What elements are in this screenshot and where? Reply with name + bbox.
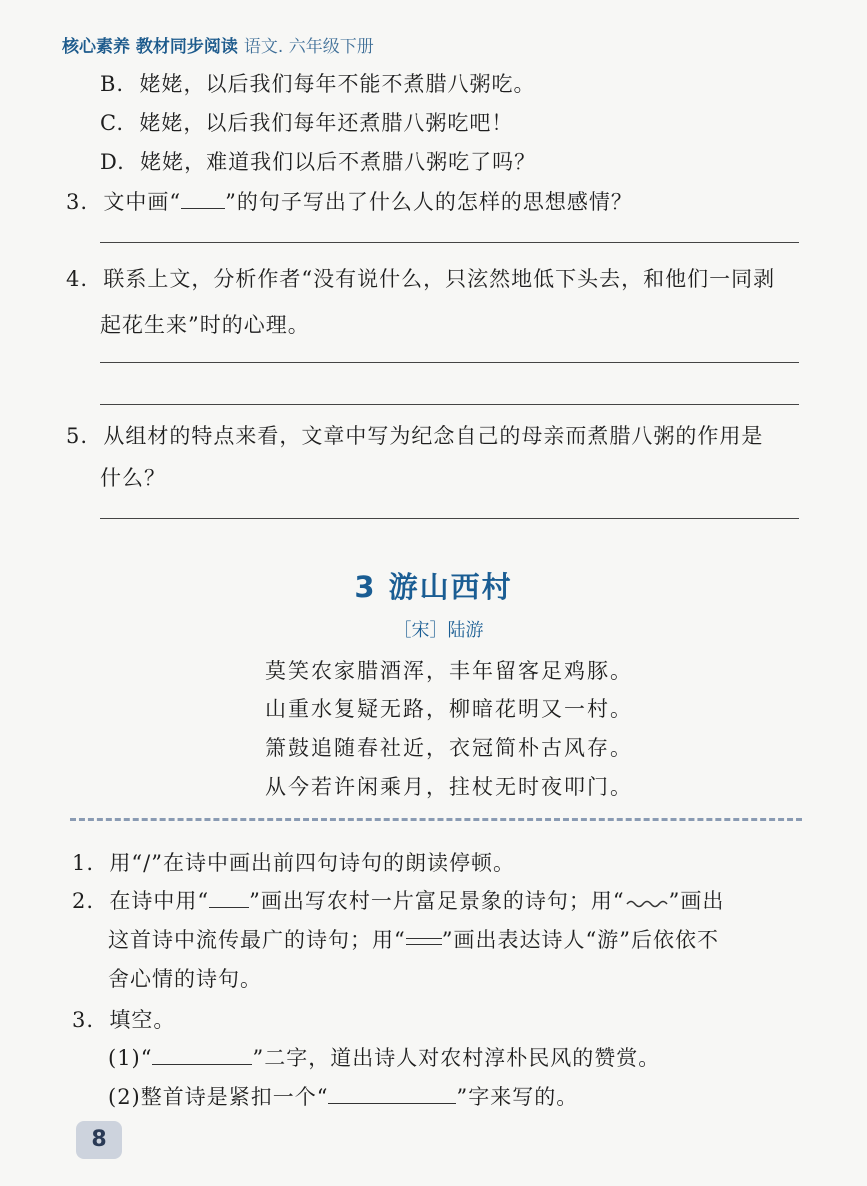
question-3-sub-1: (1)“ ”二字，道出诗人对农村淳朴民风的赞赏。 <box>108 1046 661 1070</box>
subject-grade: 语文. 六年级下册 <box>243 37 374 57</box>
poem-line: 从今若许闲乘月，拄杖无时夜叩门。 <box>265 775 633 799</box>
question-3: 3. 填空。 <box>72 1008 176 1032</box>
prev-question-4-cont: 起花生来”时的心理。 <box>100 313 310 337</box>
wavy-line-mark <box>625 896 669 910</box>
answer-line[interactable] <box>100 404 799 405</box>
question-3-sub-2: (2)整首诗是紧扣一个“ ”字来写的。 <box>108 1085 579 1109</box>
fill-blank[interactable] <box>328 1102 456 1104</box>
fill-blank[interactable] <box>152 1063 252 1065</box>
page-number: 8 <box>76 1121 122 1159</box>
question-2: 2. 在诗中用“ ”画出写农村一片富足景象的诗句；用“ ”画出 <box>72 889 725 913</box>
poem-title: 3 游山西村 <box>354 570 513 604</box>
prev-question-5: 5. 从组材的特点来看，文章中写为纪念自己的母亲而煮腊八粥的作用是 <box>66 424 764 448</box>
option-d: D. 姥姥，难道我们以后不煮腊八粥吃了吗？ <box>100 150 537 174</box>
prev-question-5-cont: 什么？ <box>100 466 166 490</box>
question-2-cont: 这首诗中流传最广的诗句；用“ ”画出表达诗人“游”后依依不 <box>108 928 719 952</box>
answer-line[interactable] <box>100 362 799 363</box>
option-c: C. 姥姥，以后我们每年还煮腊八粥吃吧！ <box>100 111 514 135</box>
question-2-cont2: 舍心情的诗句。 <box>108 967 262 991</box>
underline-mark <box>181 207 225 209</box>
option-b: B. 姥姥，以后我们每年不能不煮腊八粥吃。 <box>100 72 536 96</box>
question-1: 1. 用“/”在诗中画出前四句诗句的朗读停顿。 <box>72 851 515 875</box>
poem-line: 箫鼓追随春社近，衣冠简朴古风存。 <box>265 736 633 760</box>
answer-line[interactable] <box>100 242 799 243</box>
prev-question-4: 4. 联系上文，分析作者“没有说什么，只泫然地低下头去，和他们一同剥 <box>66 267 776 291</box>
book-header <box>62 32 374 57</box>
poem-line: 莫笑农家腊酒浑，丰年留客足鸡豚。 <box>265 659 633 683</box>
poem-author: ［宋］陆游 <box>393 620 484 641</box>
section-divider <box>70 818 802 821</box>
prev-question-3: 3. 文中画“ ”的句子写出了什么人的怎样的思想感情？ <box>66 190 633 214</box>
poem-line: 山重水复疑无路，柳暗花明又一村。 <box>265 697 633 721</box>
straight-line-mark <box>209 906 249 908</box>
double-line-mark <box>406 938 442 945</box>
answer-line[interactable] <box>100 518 799 519</box>
series-title: 核心素养 教材同步阅读 <box>62 37 238 57</box>
